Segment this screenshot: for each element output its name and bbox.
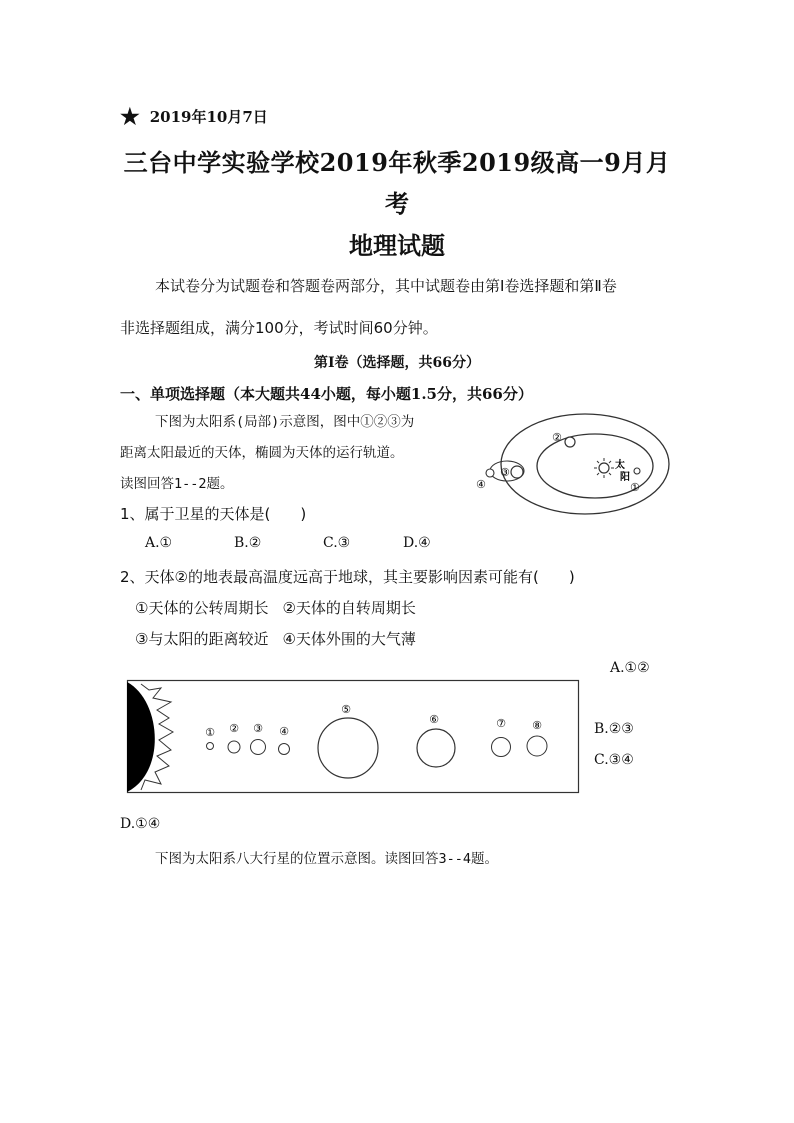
outer-orbit (501, 414, 669, 514)
planet-label-2: ② (229, 722, 239, 735)
diagram-label-4: ④ (476, 478, 486, 491)
planet-6 (417, 729, 455, 767)
exam-title-line1: 三台中学实验学校2019年秋季2019级高一9月月 (123, 148, 671, 177)
planet-label-6: ⑥ (429, 713, 439, 726)
eight-planets-diagram (127, 680, 579, 794)
planet-8 (527, 736, 547, 756)
question-2: 2、天体②的地表最高温度远高于地球，其主要影响因素可能有( ) (120, 568, 575, 586)
q2-option-c: C.③④ (594, 752, 634, 768)
planet-5 (318, 718, 378, 778)
q2-statements-row1 (135, 597, 416, 618)
q1-option-d: D.④ (403, 535, 431, 551)
sun-label-top: 太 (615, 460, 625, 471)
q1-option-c: C.③ (323, 535, 351, 551)
q2-statement-4: ④天体外围的大气薄 (282, 630, 416, 648)
planet-body-1 (634, 468, 640, 474)
planet-label-5: ⑤ (341, 703, 351, 716)
subject-title: 地理试题 (349, 231, 445, 260)
diagram-label-3: ③ (500, 466, 510, 479)
group1-stem-line1: 下图为太阳系(局部)示意图，图中①②③为 (155, 414, 415, 430)
group2-stem: 下图为太阳系八大行星的位置示意图。读图回答3--4题。 (155, 851, 499, 867)
intro-line2: 非选择题组成，满分100分，考试时间60分钟。 (120, 319, 438, 337)
sun-icon (594, 458, 614, 478)
q1-option-a: A.① (145, 535, 173, 551)
date-text: 2019年10月7日 (149, 108, 268, 126)
q2-option-b: B.②③ (594, 721, 634, 737)
planet-7 (492, 738, 511, 757)
planet-label-7: ⑦ (496, 717, 506, 730)
planet-body-2 (565, 437, 575, 447)
part-heading: 一、单项选择题（本大题共44小题，每小题1.5分，共66分） (120, 385, 533, 403)
q1-option-b: B.② (234, 535, 262, 551)
planet-2 (228, 741, 240, 753)
volume-heading: 第Ⅰ卷（选择题，共66分） (313, 355, 481, 371)
solar-system-partial-diagram (470, 418, 670, 518)
q2-statements-row2 (135, 628, 416, 649)
intro-line1: 本试卷分为试题卷和答题卷两部分，其中试题卷由第Ⅰ卷选择题和第Ⅱ卷 (155, 277, 617, 295)
planet-3 (251, 740, 266, 755)
sun-label-bottom: 阳 (620, 472, 630, 483)
group1-stem-line2: 距离太阳最近的天体，椭圆为天体的运行轨道。 (120, 445, 404, 461)
q2-statement-1: ①天体的公转周期长 (135, 599, 269, 617)
planet-body-3 (511, 466, 523, 478)
planet-1 (207, 743, 214, 750)
exam-title-line2: 考 (385, 189, 409, 218)
question-1: 1、属于卫星的天体是( ) (120, 505, 307, 523)
diagram-label-1: ① (630, 481, 640, 494)
planet-label-1: ① (205, 726, 215, 739)
diagram-label-2: ② (552, 431, 562, 444)
planet-4 (279, 744, 290, 755)
planet-label-3: ③ (253, 722, 263, 735)
q2-option-d: D.①④ (120, 816, 161, 832)
q2-statement-3: ③与太阳的距离较近 (135, 630, 269, 648)
group1-stem-line3: 读图回答1--2题。 (120, 476, 234, 492)
exam-date (120, 104, 268, 130)
q2-statement-2: ②天体的自转周期长 (282, 599, 416, 617)
q2-option-a: A.①② (610, 660, 650, 676)
planet-label-4: ④ (279, 725, 289, 738)
star-icon: ★ (120, 104, 140, 130)
planet-label-8: ⑧ (532, 719, 542, 732)
moon-body-4 (486, 469, 494, 477)
